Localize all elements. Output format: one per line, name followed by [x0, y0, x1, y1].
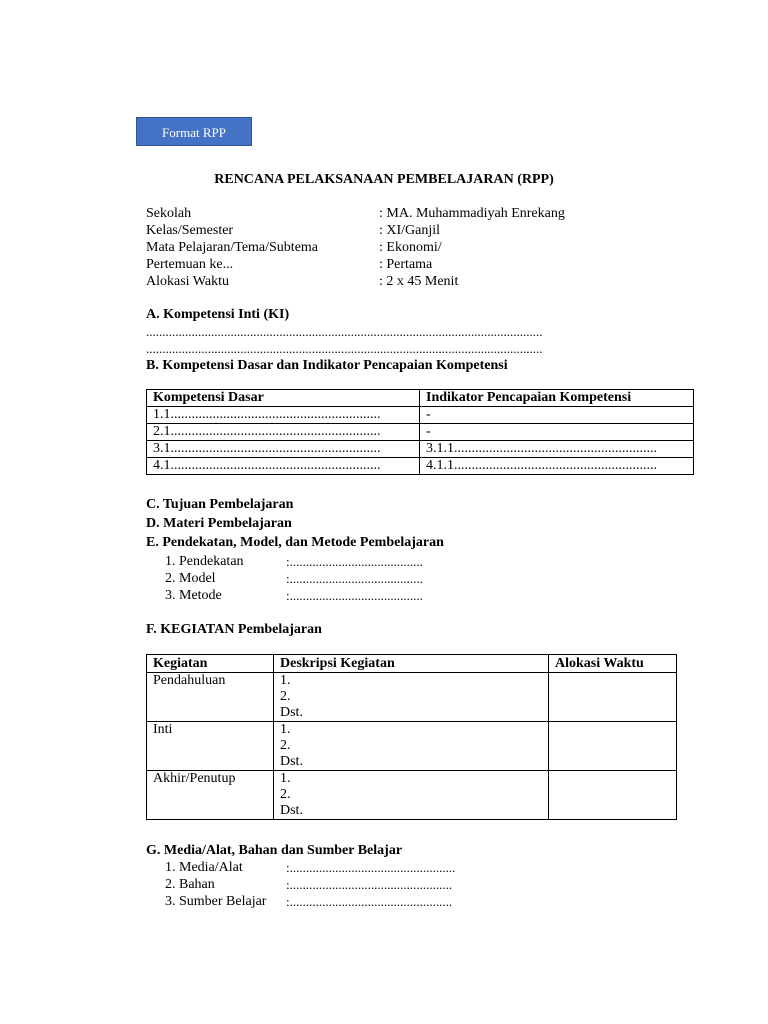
- table-row: [147, 441, 694, 458]
- page-title: RENCANA PELAKSANAAN PEMBELAJARAN (RPP): [214, 172, 554, 187]
- table-cell: 3.1............................................................: [147, 441, 420, 458]
- description-line: Dst.: [280, 803, 303, 818]
- description-line: Dst.: [280, 754, 303, 769]
- section-a-heading: A. Kompetensi Inti (KI): [146, 307, 290, 322]
- table-cell: Akhir/Penutup: [147, 771, 274, 820]
- column-header: Alokasi Waktu: [549, 655, 677, 673]
- section-e-heading: E. Pendekatan, Model, dan Metode Pembelajaran: [146, 535, 444, 550]
- info-label-kelas: Kelas/Semester: [146, 223, 234, 238]
- description-line: Dst.: [280, 705, 303, 720]
- description-line: 2.: [280, 787, 291, 802]
- bahan-value: :..................................................: [286, 877, 453, 892]
- bahan-label: 2. Bahan: [165, 877, 215, 892]
- table-header-row: [147, 390, 694, 407]
- sumber-label: 3. Sumber Belajar: [165, 894, 267, 909]
- table-cell: -: [420, 424, 694, 441]
- pendekatan-value: :.........................................: [286, 554, 423, 569]
- info-value-alokasi: : 2 x 45 Menit: [379, 274, 459, 289]
- section-c-heading: C. Tujuan Pembelajaran: [146, 497, 294, 512]
- info-value-mapel: : Ekonomi/: [379, 240, 442, 255]
- section-b-heading: B. Kompetensi Dasar dan Indikator Pencapaian Kompetensi: [146, 358, 508, 373]
- table-cell: Inti: [147, 722, 274, 771]
- table-cell: Pendahuluan: [147, 673, 274, 722]
- format-rpp-button[interactable]: Format RPP: [136, 117, 252, 146]
- section-f-heading: F. KEGIATAN Pembelajaran: [146, 622, 322, 637]
- info-value-sekolah: : MA. Muhammadiyah Enrekang: [379, 206, 565, 221]
- table-row: [147, 407, 694, 424]
- column-header: Kompetensi Dasar: [147, 390, 420, 407]
- description-line: 1.: [280, 722, 291, 737]
- column-header: Deskripsi Kegiatan: [274, 655, 549, 673]
- pendekatan-label: 1. Pendekatan: [165, 554, 244, 569]
- description-line: 1.: [280, 771, 291, 786]
- table-cell: [274, 673, 549, 722]
- model-label: 2. Model: [165, 571, 216, 586]
- column-header: Kegiatan: [147, 655, 274, 673]
- table-cell: 4.1............................................................: [147, 458, 420, 475]
- info-value-kelas: : XI/Ganjil: [379, 223, 441, 238]
- section-a-dots-2: ..........................................................................................................................: [146, 341, 543, 356]
- column-header: Indikator Pencapaian Kompetensi: [420, 390, 694, 407]
- media-value: :...................................................: [286, 860, 456, 875]
- table-cell: -: [420, 407, 694, 424]
- table-row: [147, 673, 677, 722]
- kegiatan-table: [146, 654, 677, 820]
- info-value-pertemuan: : Pertama: [379, 257, 433, 272]
- description-line: 2.: [280, 689, 291, 704]
- table-cell: [549, 722, 677, 771]
- description-line: 2.: [280, 738, 291, 753]
- table-cell: [274, 771, 549, 820]
- table-row: [147, 771, 677, 820]
- table-cell: 4.1.1..........................................................: [420, 458, 694, 475]
- sumber-value: :..................................................: [286, 894, 453, 909]
- table-row: [147, 722, 677, 771]
- section-g-heading: G. Media/Alat, Bahan dan Sumber Belajar: [146, 843, 403, 858]
- table-cell: [274, 722, 549, 771]
- info-label-pertemuan: Pertemuan ke...: [146, 257, 234, 272]
- table-cell: [549, 771, 677, 820]
- description-line: 1.: [280, 673, 291, 688]
- table-row: [147, 424, 694, 441]
- media-label: 1. Media/Alat: [165, 860, 243, 875]
- section-a-dots-1: ..........................................................................................................................: [146, 324, 543, 339]
- table-cell: [549, 673, 677, 722]
- table-cell: 3.1.1..........................................................: [420, 441, 694, 458]
- table-row: [147, 458, 694, 475]
- info-label-sekolah: Sekolah: [146, 206, 192, 221]
- table-header-row: [147, 655, 677, 673]
- info-label-mapel: Mata Pelajaran/Tema/Subtema: [146, 240, 319, 255]
- section-d-heading: D. Materi Pembelajaran: [146, 516, 292, 531]
- metode-value: :.........................................: [286, 588, 423, 603]
- info-label-alokasi: Alokasi Waktu: [146, 274, 229, 289]
- table-cell: 2.1............................................................: [147, 424, 420, 441]
- metode-label: 3. Metode: [165, 588, 222, 603]
- kompetensi-table: [146, 389, 694, 475]
- model-value: :.........................................: [286, 571, 423, 586]
- table-cell: 1.1............................................................: [147, 407, 420, 424]
